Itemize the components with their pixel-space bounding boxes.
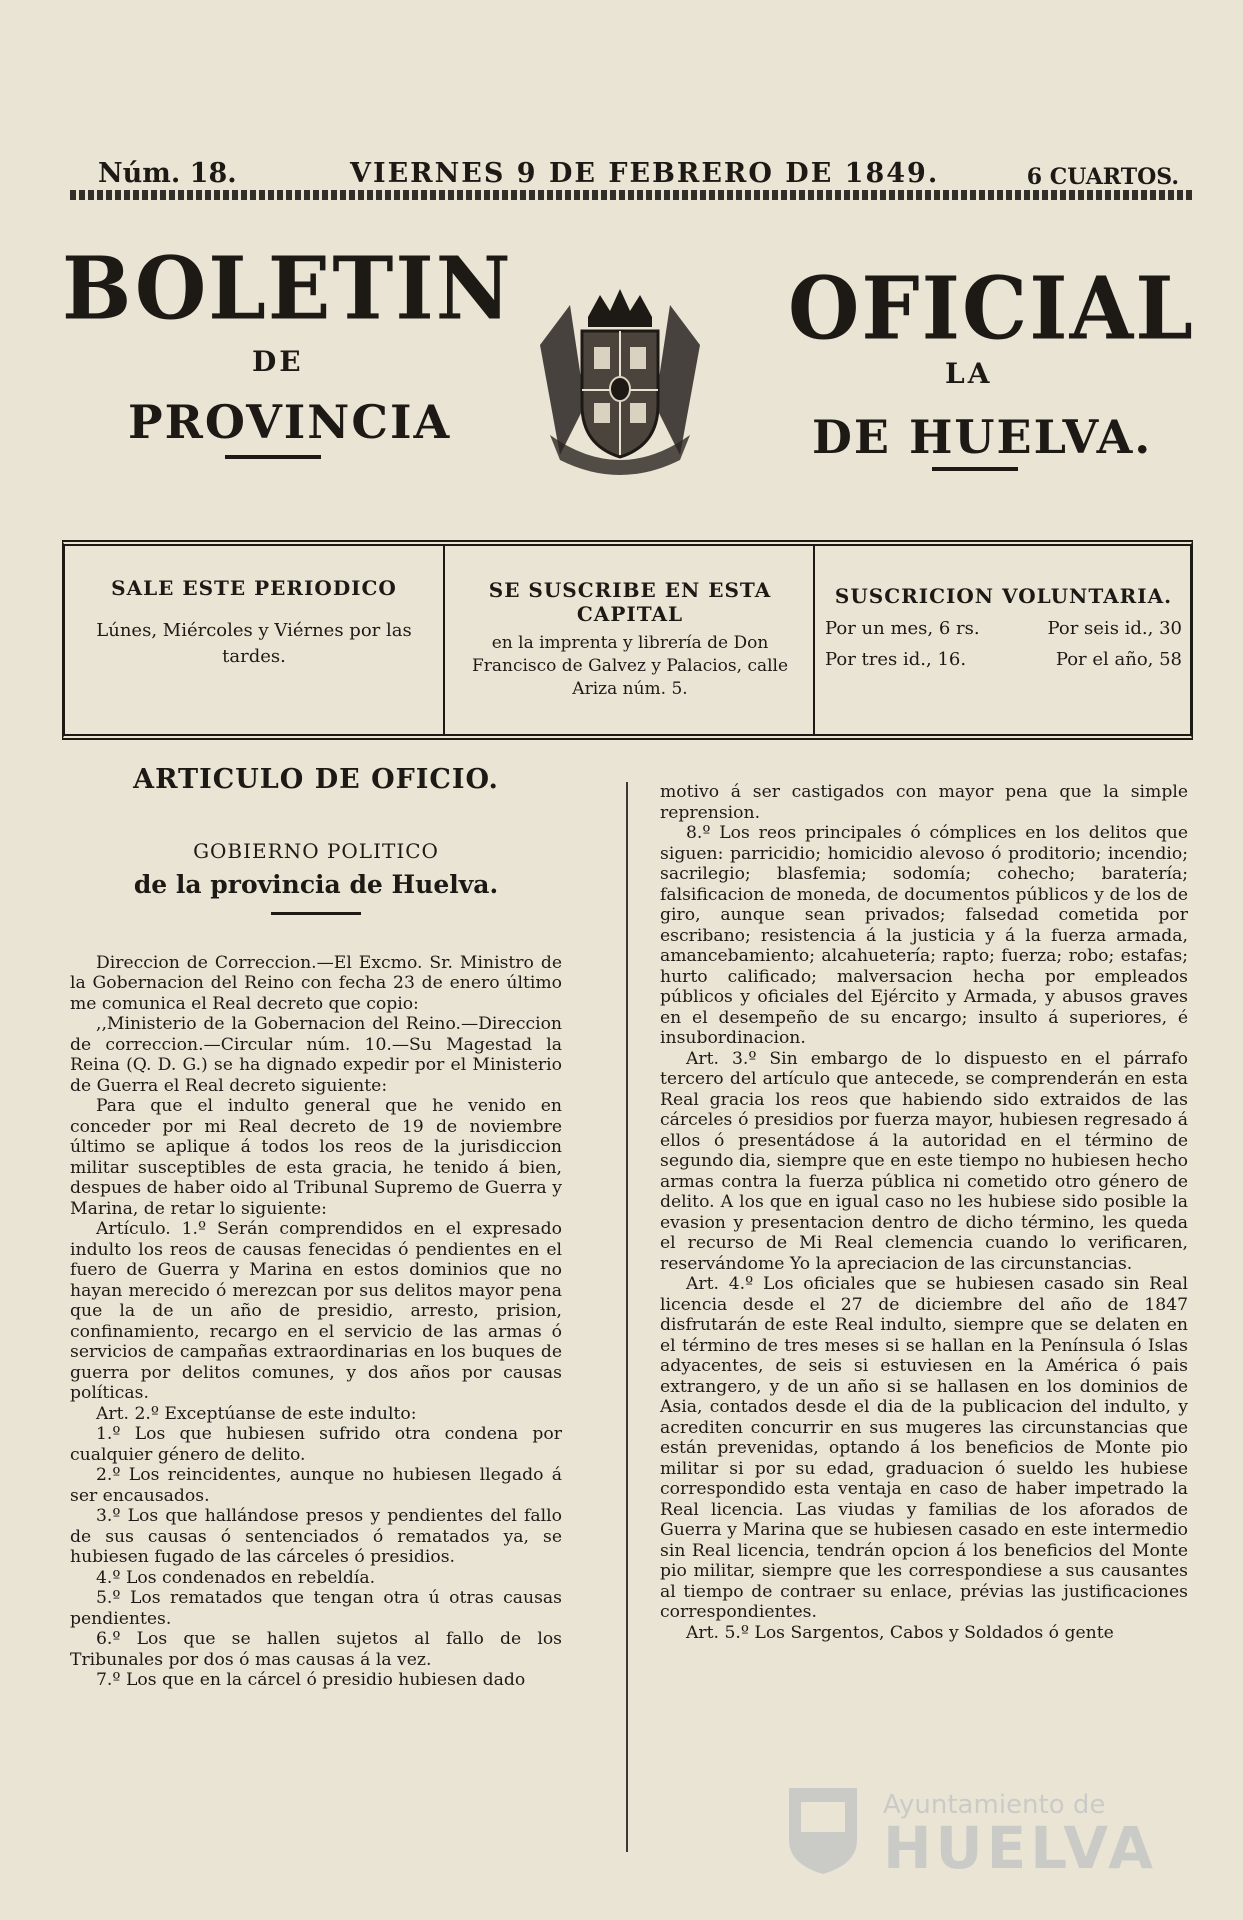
price-row: [815, 618, 1192, 639]
paragraph: 1.º Los que hubiesen sufrido otra condena por cualquier género de delito.: [70, 1424, 562, 1465]
publication-days-text: Lúnes, Miércoles y Viérnes por las tardes.: [96, 620, 412, 668]
issue-date: VIERNES 9 DE FEBRERO DE 1849.: [350, 158, 940, 189]
article-column-left: [70, 764, 562, 1691]
section-subheading: de la provincia de Huelva.: [133, 870, 499, 899]
header-rule: [70, 190, 1193, 200]
paragraph: Art. 2.º Exceptúanse de este indulto:: [96, 1403, 417, 1424]
subscription-location-text: en la imprenta y librería de Don Francisco de Galvez y Palacios, calle Ariza núm. 5.: [471, 633, 789, 699]
issue-number: Núm. 18.: [98, 158, 237, 189]
publication-days-title: SALE ESTE PERIODICO: [111, 576, 397, 600]
masthead-word-boletin: BOLETIN: [62, 238, 513, 340]
paragraph: 5.º Los rematados que tengan otra ú otras causas pendientes.: [70, 1588, 562, 1629]
watermark-big-text: HUELVA: [883, 1814, 1158, 1882]
price-one-month: Por un mes, 6 rs.: [825, 618, 980, 639]
article-column-right: [660, 782, 1188, 1643]
masthead-provincia: PROVINCIA: [128, 395, 452, 449]
paragraph: Art. 5.º Los Sargentos, Cabos y Soldados ó gente: [686, 1622, 1114, 1643]
paragraph: 6.º Los que se hallen sujetos al fallo de los Tribunales por dos ó mas causas á la vez.: [70, 1629, 562, 1670]
paragraph: 8.º Los reos principales ó cómplices en los delitos que siguen: parricidio; homicidio alevoso ó proditorio; incendio; sacrilegio; blasfemia; sodomía; cohecho; baratería; falsificacion de moneda, de documentos públicos y de los de giro, aunque sean privados; falsedad cometida por escribano; resistencia á la justicia y á la fuerza armada, amancebamiento; alcahuetería; rapto; fuerza; robo; estafas; hurto calificado; malversacion hecha por empleados públicos y oficiales del Ejército y Armada, y abusos graves en el desempeño de su encargo; insulto á superiores, é insubordinacion.: [660, 823, 1188, 1048]
city-shield-icon: [783, 1780, 863, 1876]
price-row: [815, 649, 1192, 670]
masthead-huelva: DE HUELVA.: [812, 410, 1153, 464]
paragraph: 4.º Los condenados en rebeldía.: [96, 1567, 376, 1588]
paragraph: Direccion de Correccion.—El Excmo. Sr. Ministro de la Gobernacion del Reino con fecha 23 de enero último me comunica el Real decreto que copio:: [70, 952, 562, 1014]
paragraph: motivo á ser castigados con mayor pena que la simple reprension.: [660, 782, 1188, 823]
masthead-rule-right: [932, 467, 1018, 471]
subscription-info-box: [62, 540, 1193, 740]
price-six-months: Por seis id., 30: [1047, 618, 1182, 639]
masthead-la: LA: [945, 357, 993, 390]
subscription-location-cell: [443, 546, 815, 734]
subscription-location-title: SE SUSCRIBE EN ESTA CAPITAL: [488, 578, 772, 626]
subscription-prices-cell: [813, 546, 1192, 734]
paragraph: Artículo. 1.º Serán comprendidos en el expresado indulto los reos de causas fenecidas ó pendientes en el fuero de Guerra y Marina en estos dominios que no hayan merecido ó merezcan por sus delitos mayor pena que la de un año de presidio, arresto, prision, confinamiento, recargo en el servicio de las armas ó servicios de campañas extraordinarias en los buques de guerra por delitos comunes, y dos años por causas políticas.: [70, 1219, 562, 1403]
archive-watermark: [783, 1780, 1163, 1880]
subscription-prices-title: SUSCRICION VOLUNTARIA.: [834, 584, 1173, 608]
paragraph: ,,Ministerio de la Gobernacion del Reino.—Direccion de correccion.—Circular núm. 10.—Su Magestad la Reina (Q. D. G.) se ha dignado expedir por el Ministerio de Guerra el Real decreto siguiente:: [70, 1014, 562, 1096]
column-divider: [626, 782, 628, 1852]
paragraph: 7.º Los que en la cárcel ó presidio hubiesen dado: [96, 1670, 526, 1690]
watermark-small-text: Ayuntamiento de: [883, 1790, 1106, 1820]
masthead-word-oficial: OFICIAL: [788, 258, 1195, 360]
masthead-rule-left: [225, 455, 321, 459]
section-rule: [271, 912, 361, 915]
section-heading: GOBIERNO POLITICO: [193, 838, 439, 863]
paragraph: Para que el indulto general que he venido en conceder por mi Real decreto de 19 de noviembre último se aplique á todos los reos de la jurisdiccion militar susceptibles de esta gracia, he tenido á bien, despues de haber oido al Tribunal Supremo de Guerra y Marina, de retar lo siguiente:: [70, 1096, 562, 1219]
issue-price: 6 CUARTOS.: [1026, 164, 1179, 190]
article-title: ARTICULO DE OFICIO.: [133, 764, 499, 795]
paragraph: Art. 3.º Sin embargo de lo dispuesto en el párrafo tercero del artículo que antecede, se comprenderán en esta Real gracia los reos que habiendo sido extraidos de las cárceles ó presidios por fuerza mayor, hubiesen regresado á ellos ó presentádose á la autoridad en el término de segundo dia, siempre que en este tiempo no hubiesen hecho armas contra la fuerza pública ni cometido otro género de delito. A los que en igual caso no les hubiese sido posible la evasion y presentacion dentro de dicho término, les queda el recurso de Mi Real clemencia cuando lo verificaren, reservándome Yo la apreciacion de las circunstancias.: [660, 1048, 1188, 1274]
masthead-de: DE: [252, 345, 304, 378]
paragraph: 2.º Los reincidentes, aunque no hubiesen llegado á ser encausados.: [70, 1465, 562, 1506]
publication-days-cell: [65, 546, 443, 734]
price-one-year: Por el año, 58: [1055, 649, 1182, 670]
price-three-months: Por tres id., 16.: [825, 649, 967, 670]
paragraph: 3.º Los que hallándose presos y pendientes del fallo de sus causas ó sentenciados ó rematados ya, se hubiesen fugado de las cárceles ó presidios.: [70, 1506, 562, 1567]
coat-of-arms-icon: [530, 285, 710, 485]
paragraph: Art. 4.º Los oficiales que se hubiesen casado sin Real licencia desde el 27 de diciembre del año de 1847 disfrutarán de este Real indulto, siempre que se delaten en el término de tres meses si se hallan en la Península ó Islas adyacentes, de seis si estuviesen en la América ó pais extrangero, y de un año si se hallasen en los dominios de Asia, contados desde el dia de la publicacion del indulto, y acrediten concurrir en sus mugeres las circunstancias que están prevenidas, optando á los beneficios de Monte pio militar si por su edad, graduacion ó sueldo les hubiese correspondido esta ventaja en caso de haber impetrado la Real licencia. Las viudas y familias de los aforados de Guerra y Marina que se hubiesen casado en este intermedio sin Real licencia, tendrán opcion á los beneficios del Monte pio militar, siempre que les correspondiese a sus causantes al tiempo de contraer su enlace, prévias las justificaciones correspondientes.: [660, 1274, 1188, 1622]
